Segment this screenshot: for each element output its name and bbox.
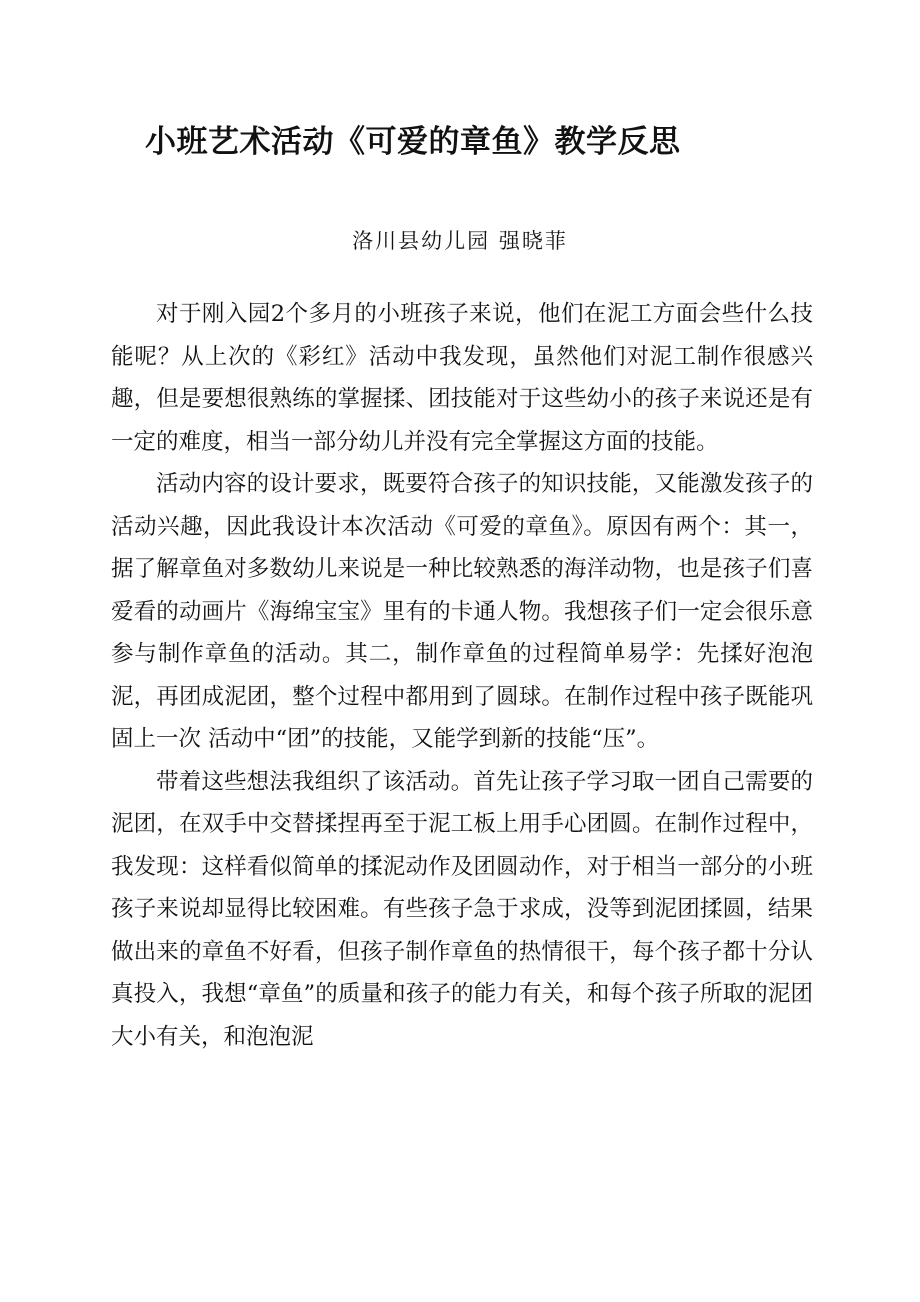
document-title: 小班艺术活动《可爱的章鱼》教学反思 — [145, 124, 681, 160]
document-body — [111, 293, 813, 1058]
paragraph-3: 带着这些想法我组织了该活动。首先让孩子学习取一团自己需要的泥团，在双手中交替揉捏再至于泥工板上用手心团圆。在制作过程中，我发现：这样看似简单的揉泥动作及团圆动作，对于相当一部分的小班孩子来说却显得比较困难。有些孩子急于求成，没等到泥团揉圆，结果做出来的章鱼不好看，但孩子制作章鱼的热情很干，每个孩子都十分认真投入，我想“章鱼”的质量和孩子的能力有关，和每个孩子所取的泥团大小有关，和泡泡泥 — [111, 768, 813, 1050]
paragraph-2: 活动内容的设计要求，既要符合孩子的知识技能，又能激发孩子的活动兴趣，因此我设计本次活动《可爱的章鱼》。原因有两个：其一，据了解章鱼对多数幼儿来说是一种比较熟悉的海洋动物，也是孩子们喜爱看的动画片《海绵宝宝》里有的卡通人物。我想孩子们一定会很乐意参与制作章鱼的活动。其二，制作章鱼的过程简单易学：先揉好泡泡泥，再团成泥团，整个过程中都用到了圆球。在制作过程中孩子既能巩固上一次 活动中“团”的技能，又能学到新的技能“压”。 — [111, 471, 813, 752]
paragraph-1: 对于刚入园2个多月的小班孩子来说，他们在泥工方面会些什么技能呢？从上次的《彩红》活动中我发现，虽然他们对泥工制作很感兴趣，但是要想很熟练的掌握揉、团技能对于这些幼小的孩子来说还是有一定的难度，相当一部分幼儿并没有完全掌握这方面的技能。 — [111, 301, 813, 455]
author-line: 洛川县幼儿园 强晓菲 — [352, 229, 568, 253]
